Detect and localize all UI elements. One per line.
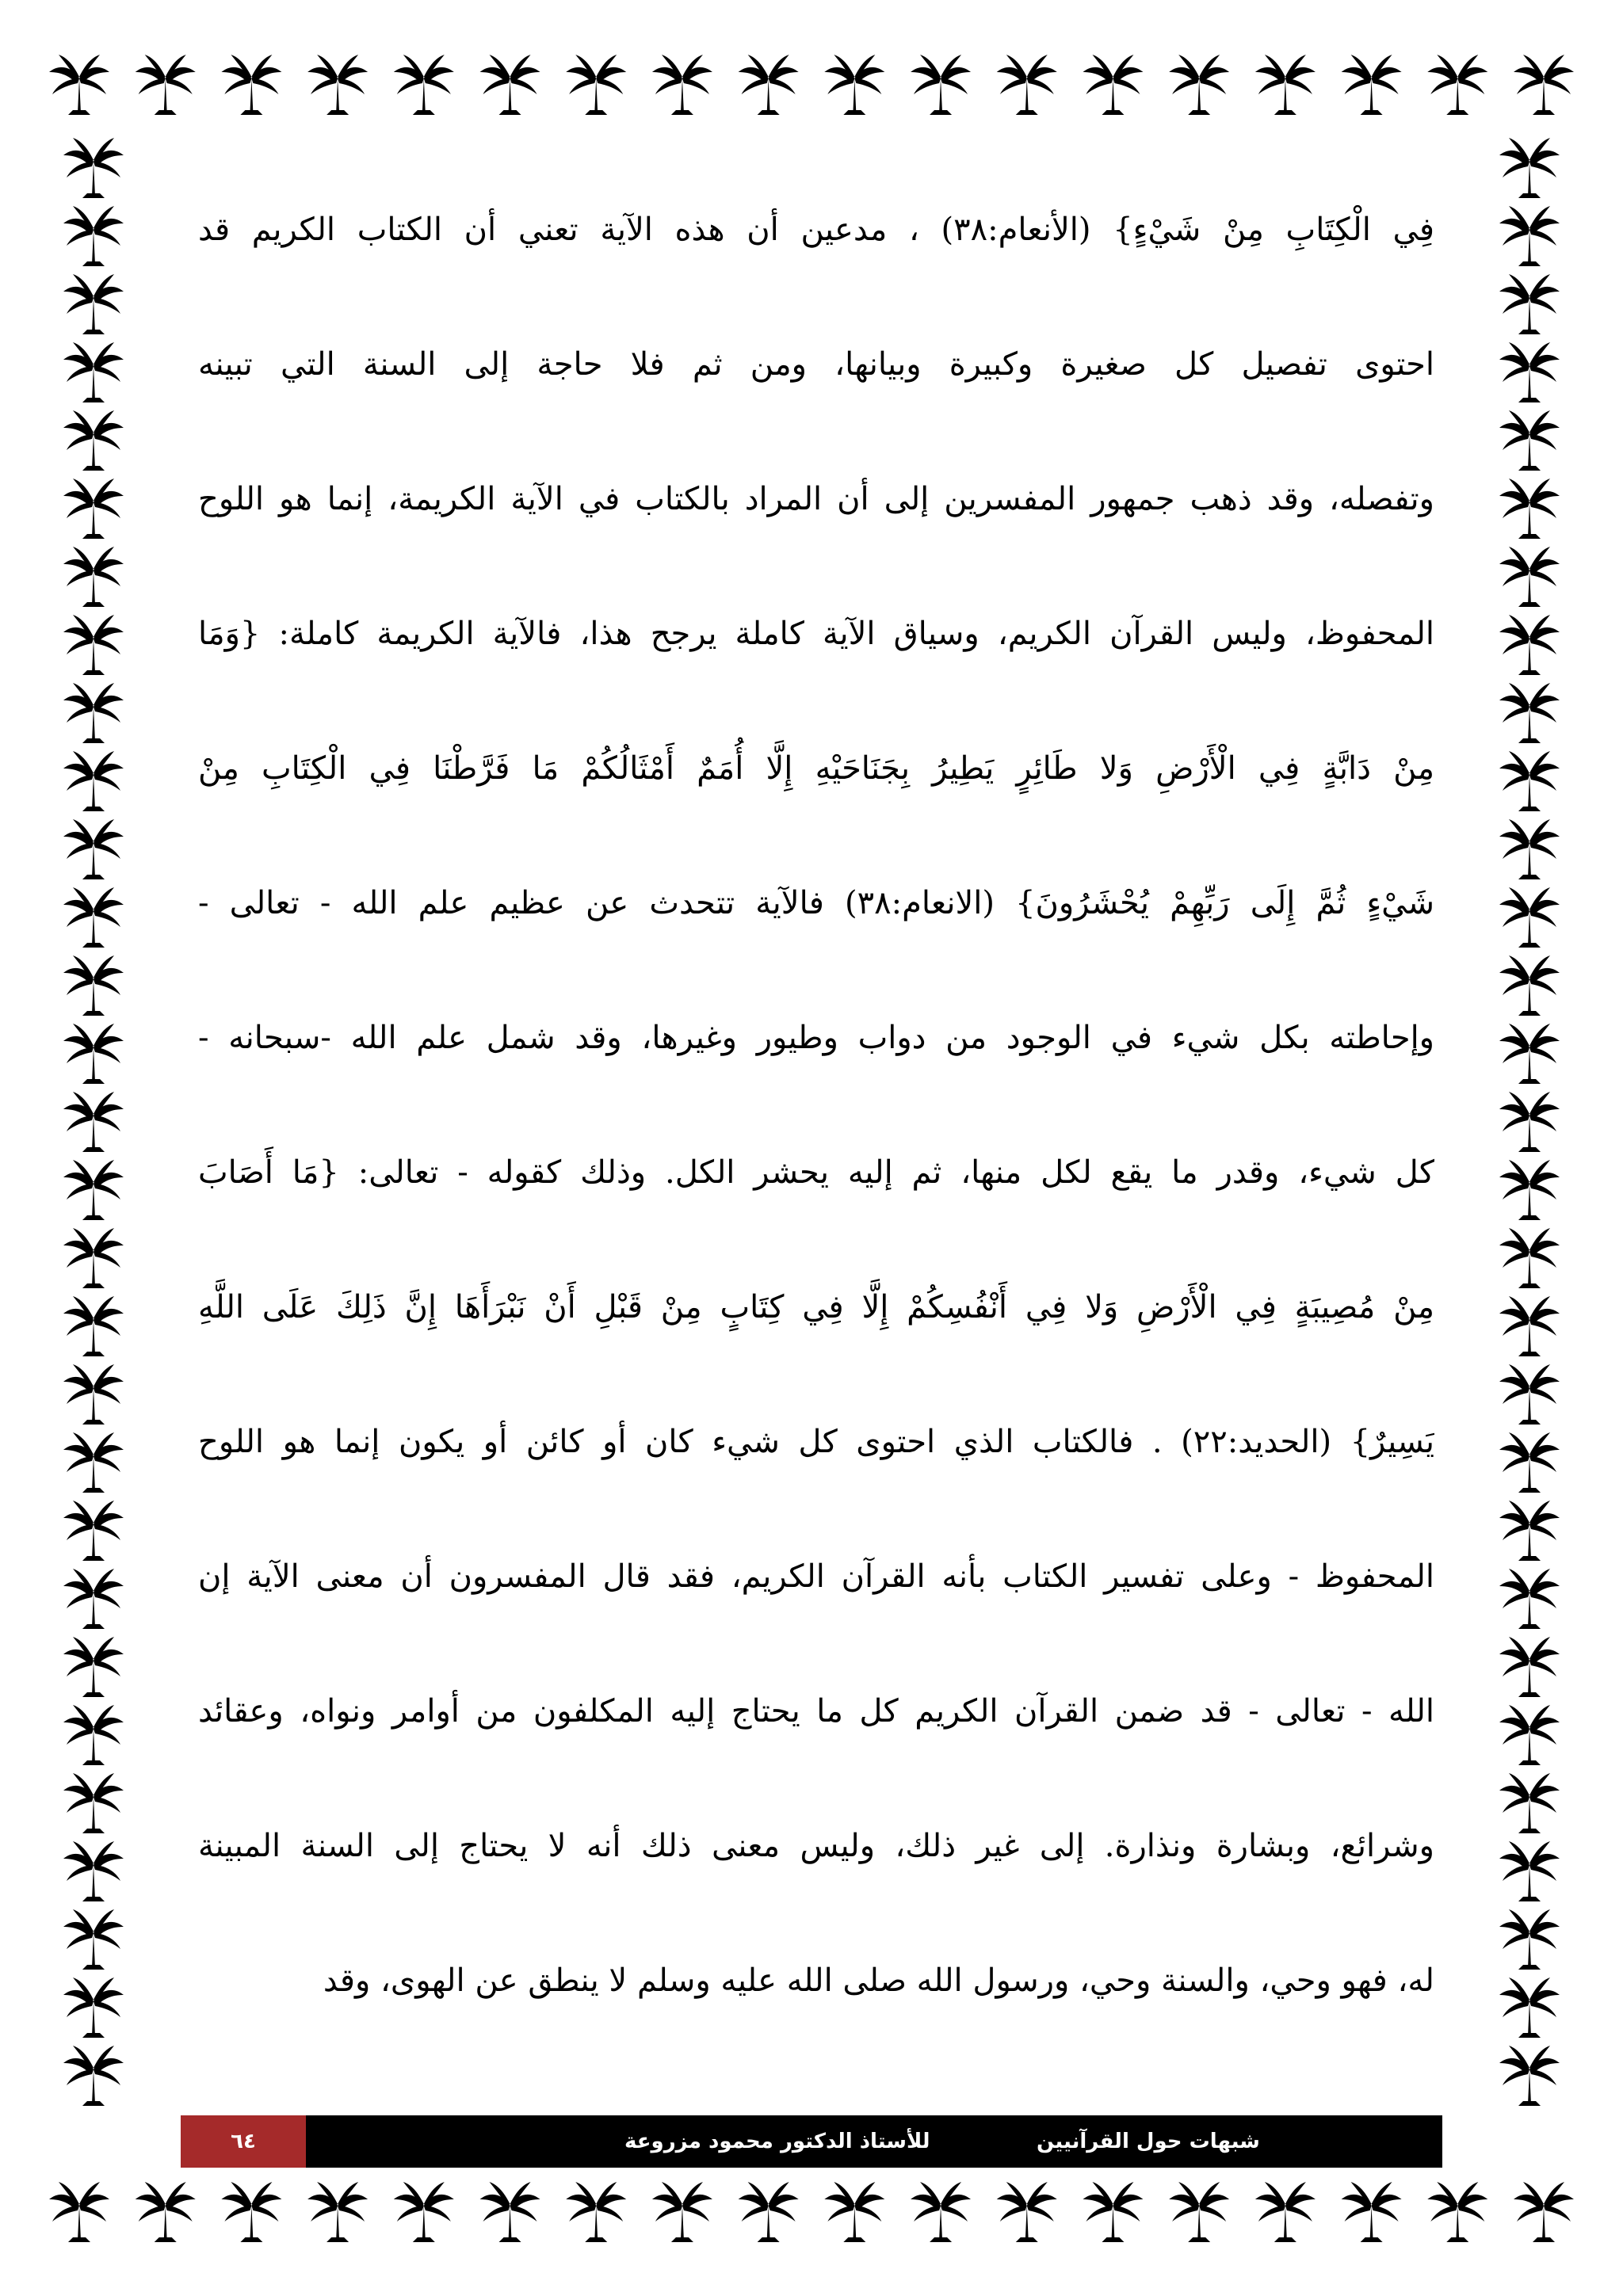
palm-tree-icon [63, 1705, 124, 1765]
body-line-12: الله - تعالى - قد ضمن القرآن الكريم كل ما يحتاج إليه المكلفون من أوامر ونواه، وعقائد [198, 1693, 1434, 1730]
palm-tree-icon [1169, 55, 1229, 115]
palm-tree-icon [221, 2182, 281, 2242]
body-line-10: يَسِيرٌ} (الحديد:٢٢) . فالكتاب الذي احتوى كل شيء كان أو كائن أو يكون إنما هو اللوح [198, 1424, 1434, 1460]
palm-tree-icon [63, 1841, 124, 1901]
palm-tree-icon [136, 55, 196, 115]
palm-tree-icon [63, 1364, 124, 1425]
palm-tree-icon [63, 479, 124, 539]
palm-tree-icon [1499, 1228, 1560, 1288]
palm-tree-icon [63, 547, 124, 607]
palm-tree-icon [1499, 1296, 1560, 1356]
palm-tree-icon [63, 274, 124, 334]
palm-tree-icon [1255, 55, 1316, 115]
palm-tree-icon [997, 55, 1057, 115]
palm-tree-icon [1255, 2182, 1316, 2242]
palm-tree-icon [63, 2046, 124, 2106]
footer-book-title: شبهات حول القرآنيين [1037, 2130, 1260, 2153]
palm-tree-icon [63, 1160, 124, 1220]
palm-tree-icon [1499, 2046, 1560, 2106]
body-line-5: مِنْ دَابَّةٍ فِي الْأَرْضِ وَلا طَائِرٍ يَطِيرُ بِجَنَاحَيْهِ إِلَّا أُمَمٌ أَمْثَالُكُمْ مَا فَرَّطْنَا فِي الْكِتَابِ مِنْ [198, 750, 1434, 787]
palm-tree-icon [1499, 1092, 1560, 1152]
palm-tree-icon [1499, 1432, 1560, 1493]
palm-tree-icon [1514, 55, 1574, 115]
palm-tree-icon [63, 955, 124, 1016]
palm-tree-icon [652, 2182, 712, 2242]
page-footer [181, 2115, 1442, 2168]
palm-tree-icon [1499, 819, 1560, 879]
palm-tree-icon [63, 1978, 124, 2038]
palm-tree-icon [1169, 2182, 1229, 2242]
palm-tree-icon [63, 1092, 124, 1152]
body-text [198, 198, 1434, 2084]
palm-tree-icon [63, 1569, 124, 1629]
body-line-1: فِي الْكِتَابِ مِنْ شَيْءٍ} (الأنعام:٣٨) ، مدعين أن هذه الآية تعني أن الكتاب الكريم قد [198, 212, 1434, 248]
palm-tree-icon [1499, 274, 1560, 334]
body-line-13: وشرائع، وبشارة ونذارة. إلى غير ذلك، وليس معنى ذلك أنه لا يحتاج إلى السنة المبينة [198, 1828, 1434, 1864]
palm-tree-icon [63, 1024, 124, 1084]
palm-tree-icon [63, 1296, 124, 1356]
palm-tree-icon [1499, 1501, 1560, 1561]
palm-tree-icon [49, 55, 109, 115]
palm-tree-icon [911, 2182, 971, 2242]
palm-tree-icon [1499, 1773, 1560, 1833]
palm-tree-icon [49, 2182, 109, 2242]
palm-tree-icon [1499, 683, 1560, 743]
body-line-3: وتفصله، وقد ذهب جمهور المفسرين إلى أن المراد بالكتاب في الآية الكريمة، إنما هو اللوح [198, 481, 1434, 517]
palm-tree-icon [1499, 206, 1560, 266]
body-line-2: احتوى تفصيل كل صغيرة وكبيرة وبيانها، ومن ثم فلا حاجة إلى السنة التي تبينه [198, 346, 1434, 383]
palm-tree-icon [63, 138, 124, 198]
palm-tree-icon [1427, 2182, 1487, 2242]
palm-tree-icon [63, 1773, 124, 1833]
page-number: ٦٤ [181, 2115, 306, 2168]
body-line-11: المحفوظ - وعلى تفسير الكتاب بأنه القرآن الكريم، فقد قال المفسرون أن معنى الآية إن [198, 1558, 1434, 1595]
palm-tree-icon [480, 55, 540, 115]
palm-tree-icon [1499, 138, 1560, 198]
palm-tree-icon [1499, 1841, 1560, 1901]
palm-tree-icon [1427, 55, 1487, 115]
palm-tree-icon [1499, 547, 1560, 607]
palm-tree-icon [739, 55, 799, 115]
palm-tree-icon [63, 410, 124, 471]
palm-tree-icon [63, 342, 124, 402]
body-line-8: كل شيء، وقدر ما يقع لكل منها، ثم إليه يحشر الكل. وذلك كقوله - تعالى: {مَا أَصَابَ [198, 1154, 1434, 1191]
body-line-14: له، فهو وحي، والسنة وحي، ورسول الله صلى الله عليه وسلم لا ينطق عن الهوى، وقد [323, 1962, 1434, 1999]
palm-tree-icon [824, 55, 884, 115]
palm-tree-icon [307, 2182, 368, 2242]
palm-tree-icon [1514, 2182, 1574, 2242]
palm-tree-icon [1499, 410, 1560, 471]
palm-tree-icon [1499, 479, 1560, 539]
body-line-4: المحفوظ، وليس القرآن الكريم، وسياق الآية كاملة يرجح هذا، فالآية الكريمة كاملة: {وَمَا [198, 616, 1434, 652]
palm-tree-icon [997, 2182, 1057, 2242]
palm-tree-icon [221, 55, 281, 115]
palm-tree-icon [1499, 1364, 1560, 1425]
palm-tree-icon [1499, 1978, 1560, 2038]
palm-tree-icon [63, 1637, 124, 1697]
palm-tree-icon [63, 1909, 124, 1970]
footer-author: للأستاذ الدكتور محمود مزروعة [624, 2130, 930, 2153]
palm-tree-icon [63, 615, 124, 675]
palm-tree-icon [63, 1432, 124, 1493]
palm-tree-icon [1083, 2182, 1143, 2242]
palm-tree-icon [1499, 1705, 1560, 1765]
palm-tree-icon [307, 55, 368, 115]
palm-tree-icon [911, 55, 971, 115]
palm-tree-icon [739, 2182, 799, 2242]
palm-tree-icon [63, 819, 124, 879]
palm-tree-icon [1499, 887, 1560, 948]
palm-tree-icon [824, 2182, 884, 2242]
palm-tree-icon [566, 55, 626, 115]
palm-tree-icon [1342, 2182, 1402, 2242]
palm-tree-icon [1499, 615, 1560, 675]
palm-tree-icon [1499, 1024, 1560, 1084]
palm-tree-icon [394, 55, 454, 115]
palm-tree-icon [1342, 55, 1402, 115]
palm-tree-icon [480, 2182, 540, 2242]
palm-tree-icon [1499, 342, 1560, 402]
palm-tree-icon [394, 2182, 454, 2242]
palm-tree-icon [63, 1501, 124, 1561]
palm-tree-icon [1499, 1160, 1560, 1220]
palm-tree-icon [136, 2182, 196, 2242]
body-line-7: وإحاطته بكل شيء في الوجود من دواب وطيور وغيرها، وقد شمل علم الله -سبحانه - [198, 1020, 1434, 1056]
palm-tree-icon [1499, 751, 1560, 811]
body-line-9: مِنْ مُصِيبَةٍ فِي الْأَرْضِ وَلا فِي أَنْفُسِكُمْ إِلَّا فِي كِتَابٍ مِنْ قَبْلِ أَنْ نَبْرَأَهَا إِنَّ ذَلِكَ عَلَى اللَّهِ [198, 1289, 1434, 1325]
palm-tree-icon [63, 1228, 124, 1288]
palm-tree-icon [1499, 1569, 1560, 1629]
palm-tree-icon [63, 887, 124, 948]
palm-tree-icon [63, 206, 124, 266]
palm-tree-icon [63, 683, 124, 743]
palm-tree-icon [652, 55, 712, 115]
body-line-6: شَيْءٍ ثُمَّ إِلَى رَبِّهِمْ يُحْشَرُونَ} (الانعام:٣٨) فالآية تتحدث عن عظيم علم الله - تعالى - [198, 885, 1434, 921]
palm-tree-icon [566, 2182, 626, 2242]
palm-tree-icon [1499, 1909, 1560, 1970]
palm-tree-icon [1083, 55, 1143, 115]
palm-tree-icon [1499, 955, 1560, 1016]
palm-tree-icon [1499, 1637, 1560, 1697]
palm-tree-icon [63, 751, 124, 811]
